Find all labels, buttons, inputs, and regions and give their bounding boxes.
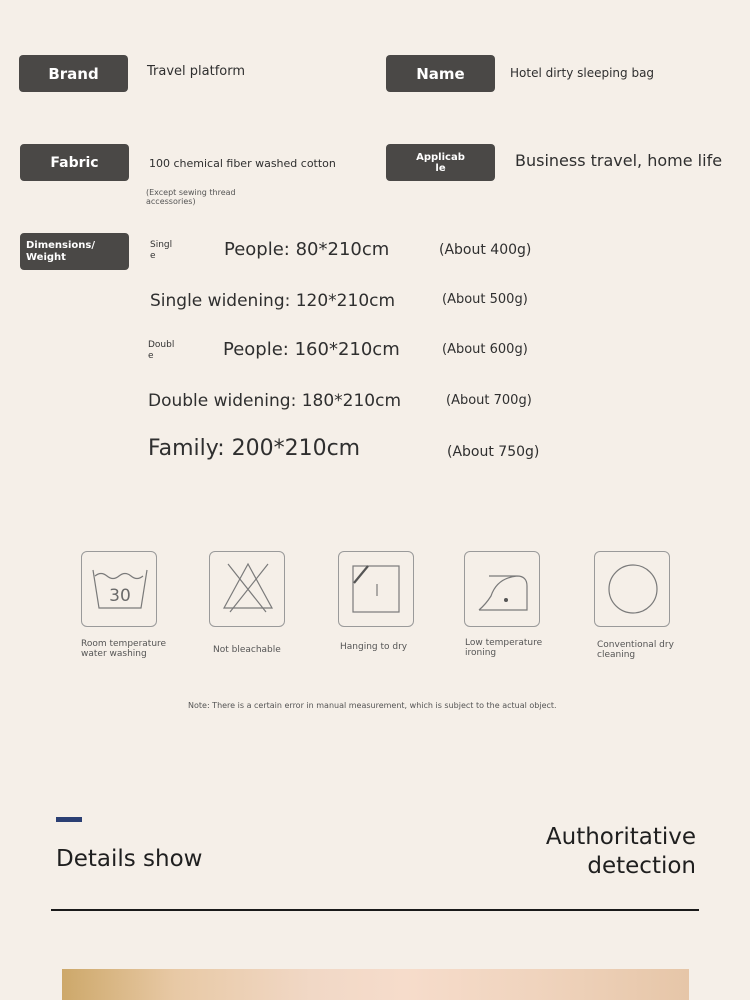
size-weight: (About 700g) xyxy=(446,393,532,408)
size-prefix: Doubl e xyxy=(148,340,175,361)
name-value: Hotel dirty sleeping bag xyxy=(510,66,655,80)
size-weight: (About 400g) xyxy=(439,242,532,258)
hang-dry-icon xyxy=(338,551,414,627)
section-divider xyxy=(51,909,699,911)
iron-label: Low temperature ironing xyxy=(465,638,543,658)
wash-label: Room temperature water washing xyxy=(81,639,167,659)
size-weight: (About 500g) xyxy=(442,292,528,307)
applicable-tag: Applicab le xyxy=(386,144,495,181)
fabric-note: (Except sewing thread accessories) xyxy=(146,188,236,206)
name-tag: Name xyxy=(386,55,495,92)
brand-value: Travel platform xyxy=(147,64,246,79)
dimensions-tag: Dimensions/ Weight xyxy=(20,233,129,270)
bleach-label: Not bleachable xyxy=(213,645,281,655)
accent-bar xyxy=(56,817,82,822)
authoritative-title-line2: detection xyxy=(587,853,696,879)
hang-label: Hanging to dry xyxy=(340,642,408,652)
fabric-tag: Fabric xyxy=(20,144,129,181)
dry-clean-icon xyxy=(594,551,670,627)
size-value: Family: 200*210cm xyxy=(148,436,361,461)
size-value: People: 80*210cm xyxy=(224,239,390,260)
details-show-title: Details show xyxy=(56,846,203,872)
measurement-note: Note: There is a certain error in manual measurement, which is subject to the actual object. xyxy=(188,701,557,710)
no-bleach-icon xyxy=(209,551,285,627)
wash-30-icon xyxy=(81,551,157,627)
size-weight: (About 600g) xyxy=(442,342,528,357)
fabric-value: 100 chemical fiber washed cotton xyxy=(149,157,336,170)
size-weight: (About 750g) xyxy=(447,444,540,460)
dryclean-label: Conventional dry cleaning xyxy=(597,640,674,660)
size-prefix: Singl e xyxy=(150,240,173,261)
size-value: People: 160*210cm xyxy=(223,339,400,360)
size-value: Double widening: 180*210cm xyxy=(148,391,402,411)
applicable-value: Business travel, home life xyxy=(515,151,723,170)
low-iron-icon xyxy=(464,551,540,627)
authoritative-title-line1: Authoritative xyxy=(545,824,696,850)
product-photo xyxy=(62,969,689,1000)
brand-tag: Brand xyxy=(19,55,128,92)
size-value: Single widening: 120*210cm xyxy=(150,291,396,311)
svg-text:30: 30 xyxy=(109,586,131,606)
